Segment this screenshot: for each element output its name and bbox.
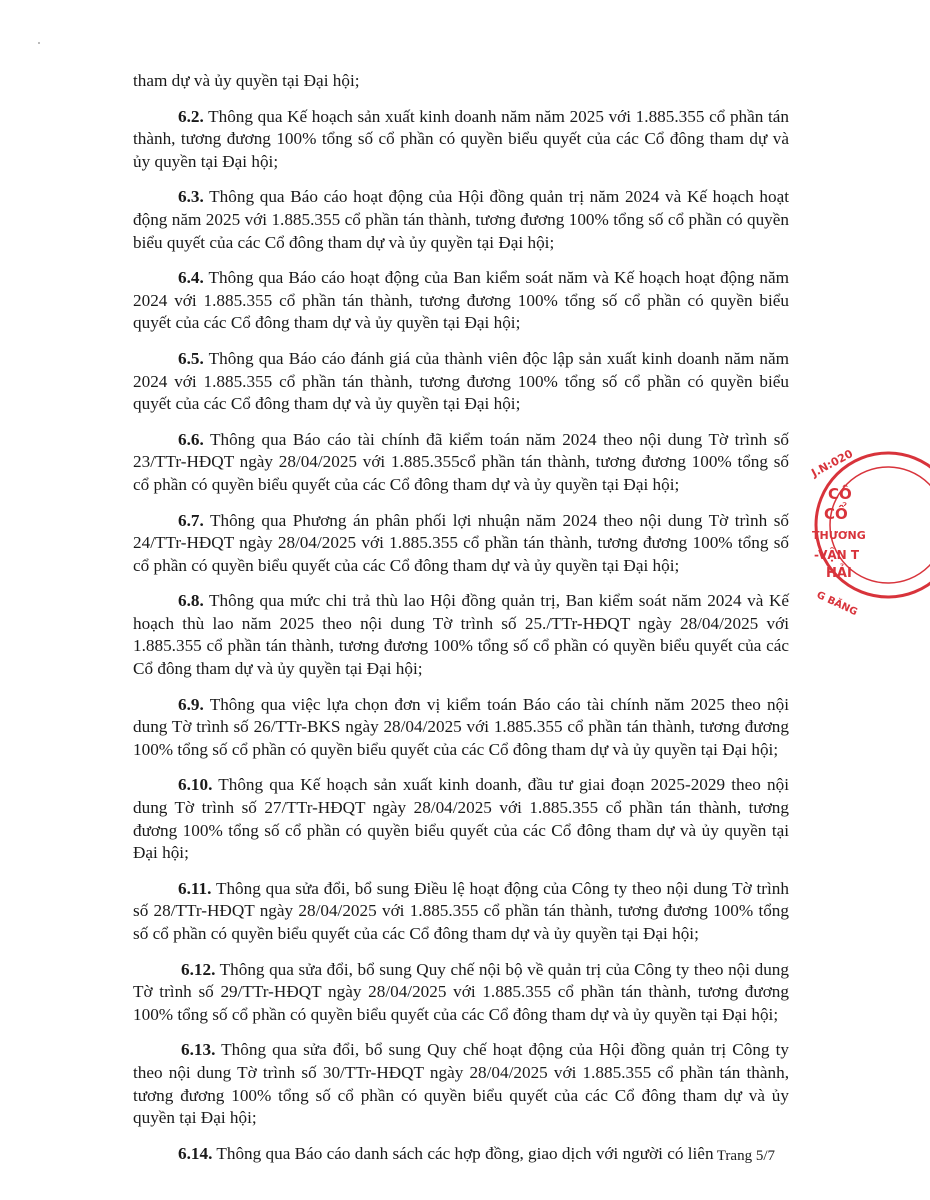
paragraph-6-5 — [133, 348, 789, 416]
svg-text:CÔ: CÔ — [828, 485, 852, 503]
paragraph-number: 6.13. — [181, 1040, 216, 1060]
paragraph-number: 6.2. — [178, 106, 204, 126]
paragraph-number: 6.7. — [178, 510, 204, 530]
paragraph-number: 6.10. — [178, 775, 213, 795]
paragraph-6-3 — [133, 186, 789, 254]
paragraph-number: 6.5. — [178, 348, 204, 368]
svg-text:CỔ: CỔ — [824, 505, 848, 523]
paragraph-number: 6.11. — [178, 878, 212, 898]
paragraph-number: 6.4. — [178, 268, 204, 288]
document-body — [133, 70, 789, 1178]
paragraph-6-8 — [133, 590, 789, 680]
paragraph-number: 6.14. — [178, 1143, 213, 1163]
paragraph-continuation — [133, 70, 789, 93]
paragraph-number: 6.3. — [178, 187, 204, 207]
paragraph-number: 6.12. — [181, 959, 216, 979]
svg-text:HẢI: HẢI — [826, 566, 852, 581]
paragraph-text: Thông qua Báo cáo đánh giá của thành viên độc lập sản xuất kinh doanh năm năm 2024 với 1.885.355 cổ phần tán thành, tương đương 100% tổng số cổ phần có quyền biểu quyết của các Cổ đông tham dự và ủy quyền tại Đại hội; — [133, 348, 789, 414]
paragraph-6-9 — [133, 694, 789, 762]
paragraph-text: Thông qua việc lựa chọn đơn vị kiểm toán Báo cáo tài chính năm 2025 theo nội dung Tờ trình số 26/TTr-BKS ngày 28/04/2025 với 1.885.355 cổ phần tán thành, tương đương 100% tổng số cổ phần có quyền biểu quyết của các Cổ đông tham dự và ủy quyền tại Đại hội; — [133, 694, 789, 759]
paragraph-number: 6.8. — [178, 591, 204, 611]
paragraph-6-4 — [133, 267, 789, 335]
paragraph-6-2 — [133, 106, 789, 174]
paragraph-text: Thông qua Báo cáo tài chính đã kiểm toán năm 2024 theo nội dung Tờ trình số 23/TTr-HĐQT ngày 28/04/2025 với 1.885.355cổ phần tán thành, tương đương 100% tổng số cổ phần có quyền biểu quyết của các Cổ đông tham dự và ủy quyền tại Đại hội; — [133, 429, 789, 494]
paragraph-text: Thông qua sửa đổi, bổ sung Quy chế nội bộ về quản trị của Công ty theo nội dung Tờ trình số 29/TTr-HĐQT ngày 28/04/2025 với 1.885.355 cổ phần tán thành, tương đương 100% tổng số cổ phần có quyền biểu quyết của các Cổ đông tham dự và ủy quyền tại Đại hội; — [133, 959, 789, 1024]
paragraph-text: Thông qua Báo cáo hoạt động của Hội đồng quản trị năm 2024 và Kế hoạch hoạt động năm 2025 với 1.885.355 cổ phần tán thành, tương đương 100% tổng số cổ phần có quyền biểu quyết của các Cổ đông tham dự và ủy quyền tại Đại hội; — [133, 187, 789, 252]
paragraph-text: tham dự và ủy quyền tại Đại hội; — [133, 71, 360, 90]
paragraph-6-14 — [133, 1143, 789, 1166]
paragraph-6-13 — [133, 1039, 789, 1129]
paragraph-text: Thông qua Kế hoạch sản xuất kinh doanh năm năm 2025 với 1.885.355 cổ phần tán thành, tương đương 100% tổng số cổ phần có quyền biểu quyết của các Cổ đông tham dự và ủy quyền tại Đại hội; — [133, 106, 789, 171]
paragraph-6-11 — [133, 878, 789, 946]
paragraph-6-6 — [133, 429, 789, 497]
paragraph-text: Thông qua sửa đổi, bổ sung Điều lệ hoạt động của Công ty theo nội dung Tờ trình số 28/TTr-HĐQT ngày 28/04/2025 với 1.885.355 cổ phần tán thành, tương đương 100% tổng số cổ phần có quyền biểu quyết của các Cổ đông tham dự và ủy quyền tại Đại hội; — [133, 878, 789, 943]
scan-mark — [38, 42, 40, 44]
paragraph-text: Thông qua sửa đổi, bổ sung Quy chế hoạt động của Hội đồng quản trị Công ty theo nội dung Tờ trình số 30/TTr-HĐQT ngày 28/04/2025 với 1.885.355 cổ phần tán thành, tương đương 100% tổng số cổ phần có quyền biểu quyết của các Cổ đông tham dự và ủy quyền tại Đại hội; — [133, 1040, 789, 1128]
paragraph-text: Thông qua mức chi trả thù lao Hội đồng quản trị, Ban kiểm soát năm 2024 và Kế hoạch thù lao năm 2025 theo nội dung Tờ trình số 25./TTr-HĐQT ngày 28/04/2025 với 1.885.355 cổ phần tán thành, tương đương 100% tổng số cổ phần có quyền biểu quyết của các Cổ đông tham dự và ủy quyền tại Đại hội; — [133, 591, 789, 679]
svg-text:J.N:020: J.N:020 — [809, 447, 856, 480]
paragraph-number: 6.9. — [178, 694, 204, 714]
svg-text:THƯƠNG: THƯƠNG — [812, 529, 866, 542]
paragraph-text: Thông qua Báo cáo danh sách các hợp đồng, giao dịch với người có liên — [212, 1143, 714, 1163]
paragraph-text: Thông qua Báo cáo hoạt động của Ban kiểm soát năm và Kế hoạch hoạt động năm 2024 với 1.885.355 cổ phần tán thành, tương đương 100% tổng số cổ phần có quyền biểu quyết của các Cổ đông tham dự và ủy quyền tại Đại hội; — [133, 268, 789, 333]
paragraph-text: Thông qua Phương án phân phối lợi nhuận năm 2024 theo nội dung Tờ trình số 24/TTr-HĐQT ngày 28/04/2025 với 1.885.355 cổ phần tán thành, tương đương 100% tổng số cổ phần có quyền biểu quyết của các Cổ đông tham dự và ủy quyền tại Đại hội; — [133, 510, 789, 575]
page-number: Trang 5/7 — [716, 1148, 775, 1164]
paragraph-text: Thông qua Kế hoạch sản xuất kinh doanh, đầu tư giai đoạn 2025-2029 theo nội dung Tờ trình số 27/TTr-HĐQT ngày 28/04/2025 với 1.885.355 cổ phần tán thành, tương đương 100% tổng số cổ phần có quyền biểu quyết của các Cổ đông tham dự và ủy quyền tại Đại hội; — [133, 775, 789, 863]
paragraph-number: 6.6. — [178, 429, 204, 449]
svg-text:G BĂNG: G BĂNG — [814, 589, 859, 619]
paragraph-6-10 — [133, 774, 789, 864]
paragraph-6-7 — [133, 510, 789, 578]
company-seal-stamp — [809, 447, 920, 619]
svg-text:-VẬN T: -VẬN T — [814, 548, 860, 562]
paragraph-6-12 — [133, 959, 789, 1027]
